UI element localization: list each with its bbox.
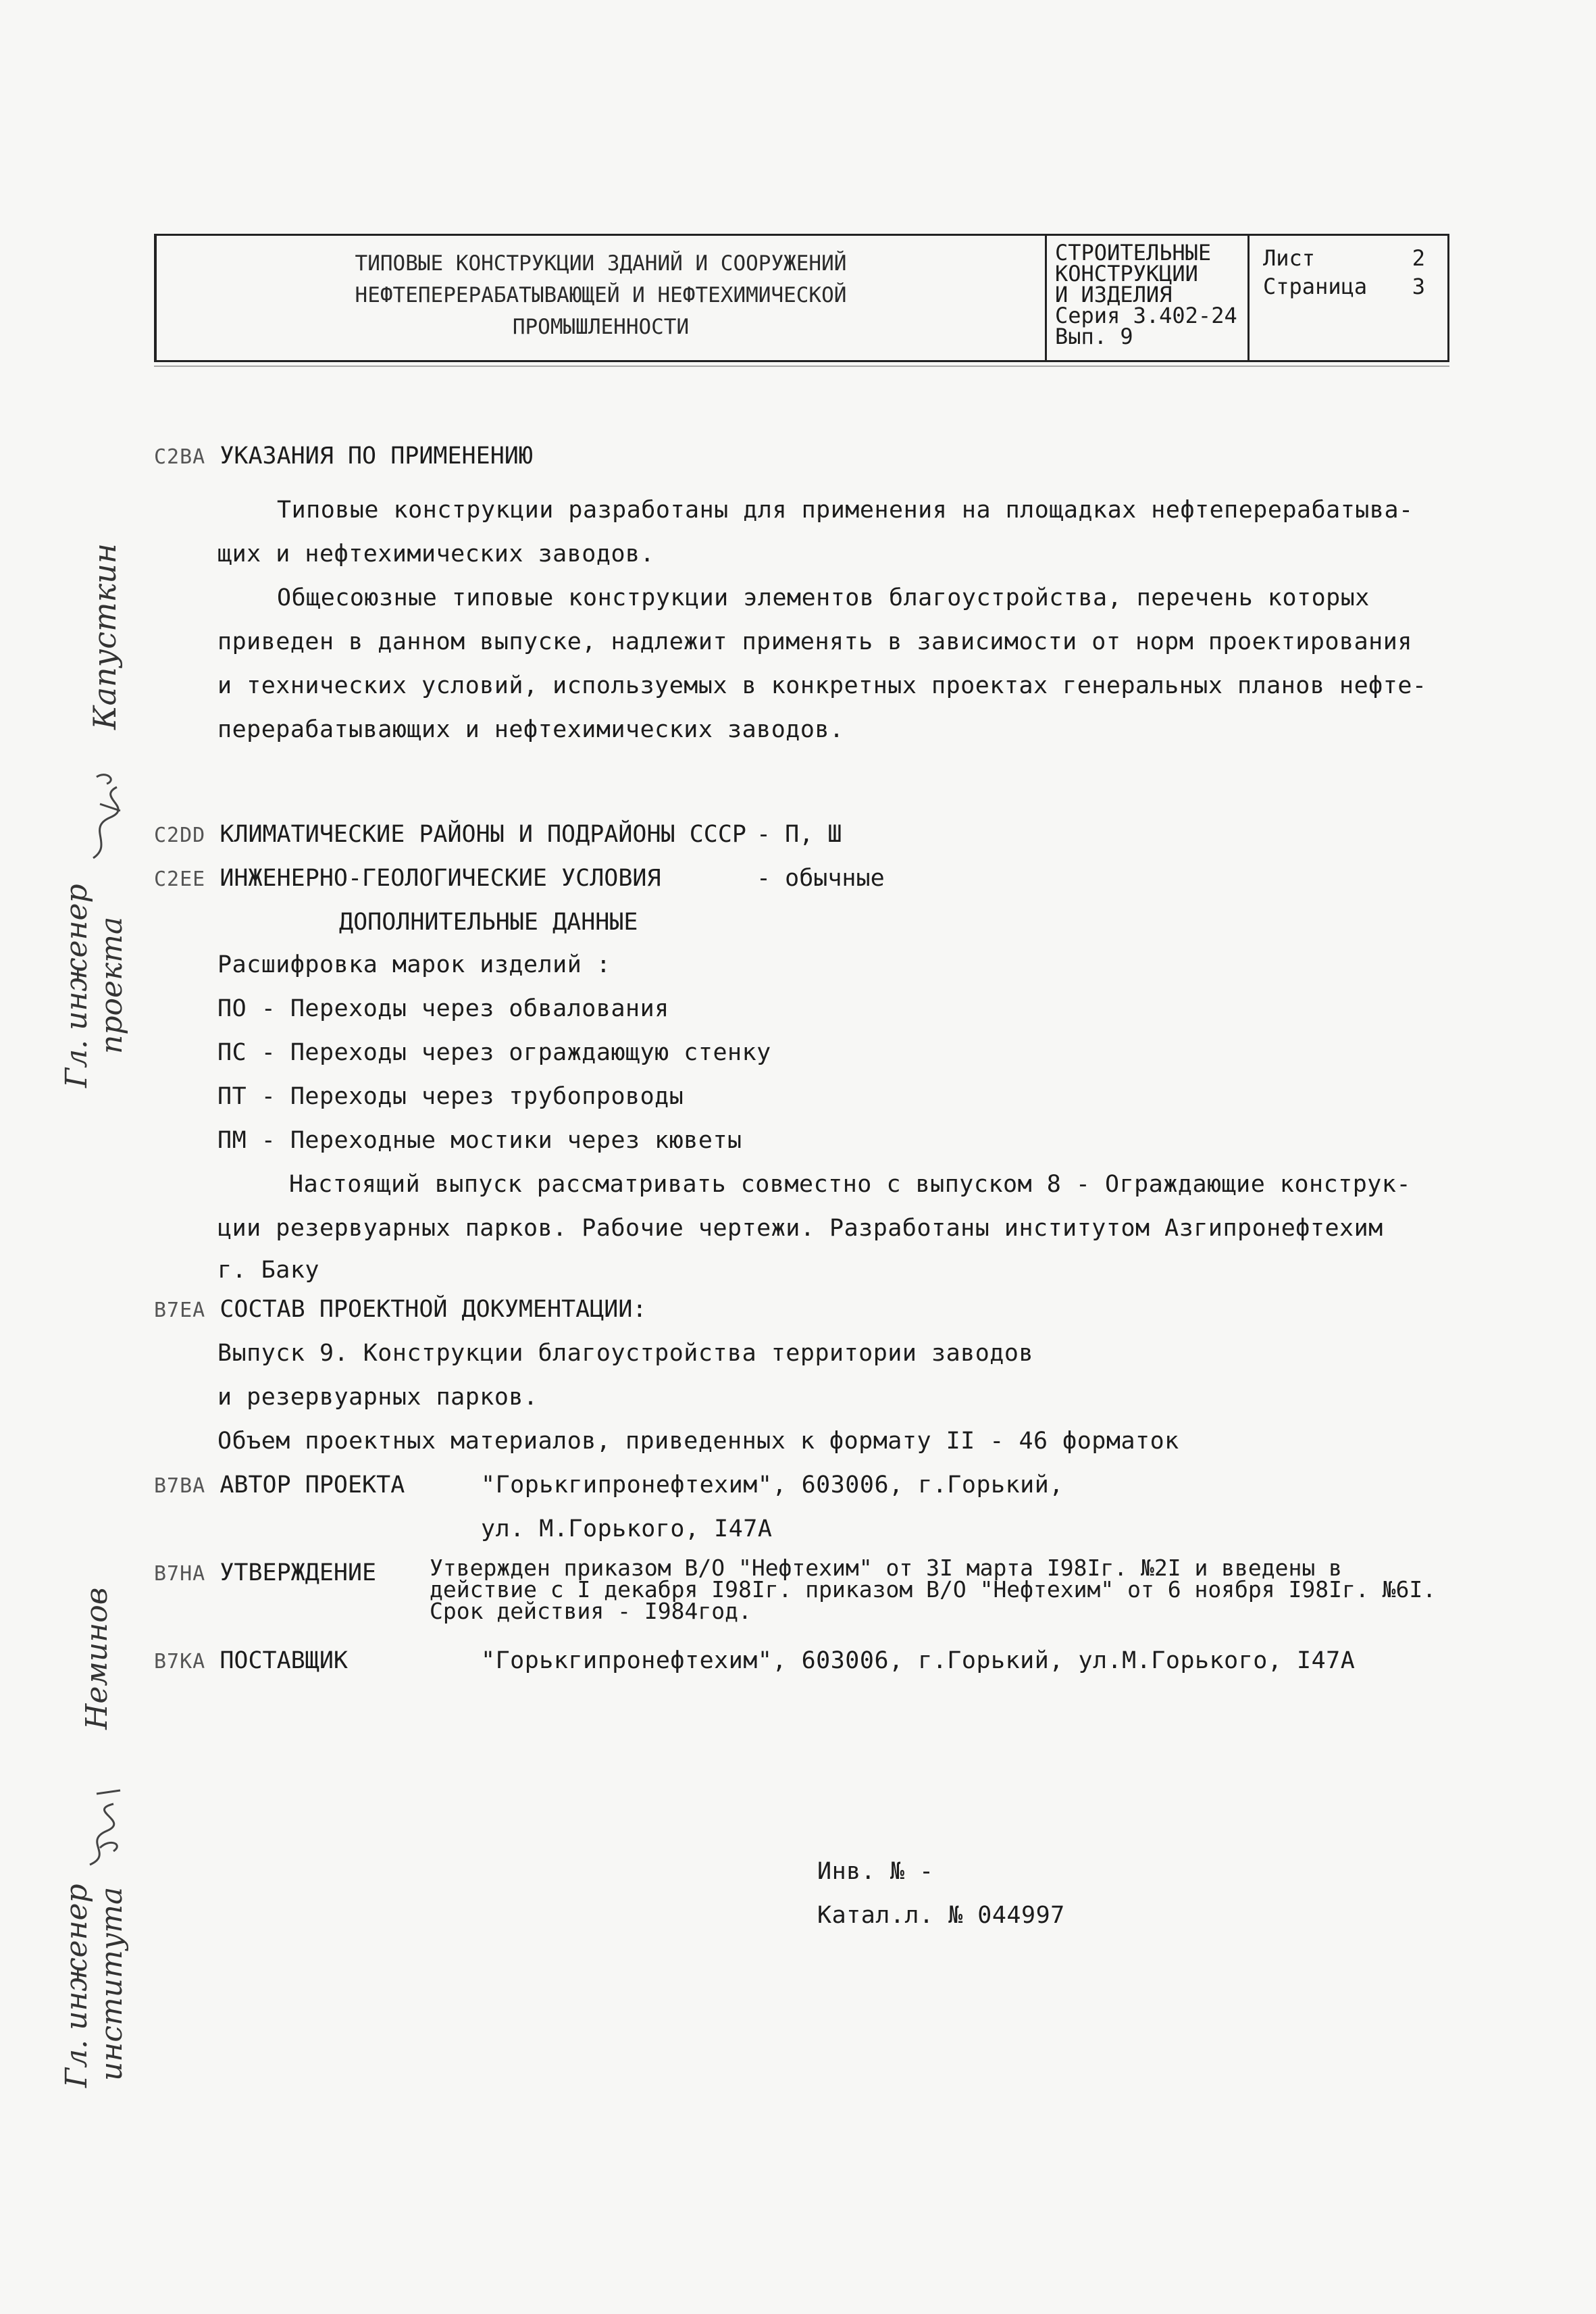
header-series (1047, 236, 1250, 360)
supplier-value: "Горькгипронефтехим", 603006, г.Горький, ул.М.Горького, I47А (481, 1647, 1356, 1674)
author-row (154, 1472, 405, 1499)
mark-po: ПО - Переходы через обвалования (217, 995, 669, 1022)
usage-section (154, 443, 533, 470)
signature-2-icon (73, 1784, 134, 1871)
mark-pt: ПТ - Переходы через трубопроводы (217, 1083, 684, 1110)
header-underline (154, 366, 1449, 367)
header-title-line-2: НЕФТЕПЕРЕРАБАТЫВАЮЩЕЙ И НЕФТЕХИМИЧЕСКОЙ (355, 283, 847, 307)
approval-line-1: Утвержден приказом В/О "Нефтехим" от 3I марта I98Iг. №2I и введены в (430, 1555, 1343, 1581)
role-2-line-1: Гл. инженер (59, 1884, 94, 2088)
author-label: АВТОР ПРОЕКТА (220, 1472, 405, 1499)
climate-code: C2DD (154, 824, 206, 847)
usage-line-1: Типовые конструкции разработаны для применения на площадках нефтеперерабатыва- (277, 497, 1414, 524)
series-line-5: Вып. 9 (1055, 324, 1133, 349)
signer-1-name: Капусткин (86, 543, 123, 730)
decode-title: Расшифровка марок изделий : (217, 951, 611, 978)
approval-line-2: действие с I декабря I98Iг. приказом В/О "Нефтехим" от 6 ноября I98Iг. №6I. (430, 1576, 1437, 1603)
supplier-label: ПОСТАВЩИК (220, 1647, 348, 1674)
mark-ps: ПС - Переходы через ограждающую стенку (217, 1039, 771, 1066)
sheet-label: Лист (1263, 245, 1316, 271)
extra-heading: ДОПОЛНИТЕЛЬНЫЕ ДАННЫЕ (339, 909, 638, 936)
series-line-3: И ИЗДЕЛИЯ (1055, 282, 1173, 307)
approval-line-3: Срок действия - I984год. (430, 1598, 752, 1624)
header-title-line-1: ТИПОВЫЕ КОНСТРУКЦИИ ЗДАНИЙ И СООРУЖЕНИЙ (355, 251, 847, 276)
mark-pm: ПМ - Переходные мостики через кюветы (217, 1127, 742, 1154)
usage-code: C2ВА (154, 445, 206, 469)
geology-value: - обычные (756, 865, 885, 892)
header-sheet-info (1250, 236, 1452, 360)
geology-code: C2ЕЕ (154, 867, 206, 891)
docs-line-2: и резервуарных парков. (217, 1384, 538, 1411)
docs-section (154, 1296, 646, 1323)
header-title (157, 236, 1047, 360)
approval-label: УТВЕРЖДЕНИЕ (220, 1559, 377, 1586)
docs-line-1: Выпуск 9. Конструкции благоустройства территории заводов (217, 1340, 1034, 1367)
docs-line-3: Объем проектных материалов, приведенных к формату II - 46 форматок (217, 1428, 1179, 1455)
role-2-line-2: института (95, 1886, 129, 2081)
climate-row (154, 821, 746, 848)
note-line-1: Настоящий выпуск рассматривать совместно с выпуском 8 - Ограждающие конструк- (289, 1171, 1412, 1198)
docs-code: В7ЕА (154, 1299, 206, 1322)
supplier-code: В7КА (154, 1650, 206, 1674)
geology-label: ИНЖЕНЕРНО-ГЕОЛОГИЧЕСКИЕ УСЛОВИЯ (220, 865, 661, 892)
climate-value: - П, Ш (756, 821, 842, 848)
inventory-number: Инв. № - (817, 1858, 934, 1885)
note-line-3: г. Баку (217, 1257, 320, 1284)
note-line-2: ции резервуарных парков. Рабочие чертежи. Разработаны институтом Азгипронефтехим (217, 1215, 1383, 1242)
usage-line-2: щих и нефтехимических заводов. (217, 540, 655, 568)
usage-heading: УКАЗАНИЯ ПО ПРИМЕНЕНИЮ (220, 443, 533, 470)
header-title-line-3: ПРОМЫШЛЕННОСТИ (512, 315, 690, 339)
approval-row (154, 1559, 376, 1586)
role-1-line-2: проекта (95, 916, 129, 1054)
sheet-value: 2 (1412, 245, 1425, 271)
role-1-line-1: Гл. инженер (59, 884, 94, 1088)
author-line-1: "Горькгипронефтехим", 603006, г.Горький, (481, 1472, 1064, 1499)
document-header (154, 234, 1449, 362)
approval-code: В7НА (154, 1562, 206, 1586)
signature-1-icon (80, 763, 134, 865)
series-line-2: КОНСТРУКЦИИ (1055, 261, 1198, 286)
author-line-2: ул. М.Горького, I47А (481, 1515, 773, 1542)
geology-row (154, 865, 661, 892)
usage-line-5: и технических условий, используемых в конкретных проектах генеральных планов нефте- (217, 672, 1427, 699)
page-value: 3 (1412, 274, 1425, 299)
signer-2-name: Неминов (80, 1587, 114, 1730)
series-line-1: СТРОИТЕЛЬНЫЕ (1055, 240, 1212, 266)
supplier-row (154, 1647, 348, 1674)
page-label: Страница (1263, 274, 1368, 299)
usage-line-3: Общесоюзные типовые конструкции элементов благоустройства, перечень которых (277, 584, 1370, 611)
climate-label: КЛИМАТИЧЕСКИЕ РАЙОНЫ И ПОДРАЙОНЫ СССР (220, 821, 746, 848)
author-code: В7ВА (154, 1474, 206, 1498)
page-row (1263, 272, 1452, 301)
sheet-row (1263, 244, 1452, 272)
docs-heading: СОСТАВ ПРОЕКТНОЙ ДОКУМЕНТАЦИИ: (220, 1296, 647, 1323)
catalog-number: Катал.л. № 044997 (817, 1902, 1065, 1929)
series-line-4: Серия 3.402-24 (1055, 303, 1237, 328)
usage-line-6: перерабатывающих и нефтехимических заводов. (217, 716, 844, 743)
usage-line-4: приведен в данном выпуске, надлежит применять в зависимости от норм проектирования (217, 628, 1412, 655)
